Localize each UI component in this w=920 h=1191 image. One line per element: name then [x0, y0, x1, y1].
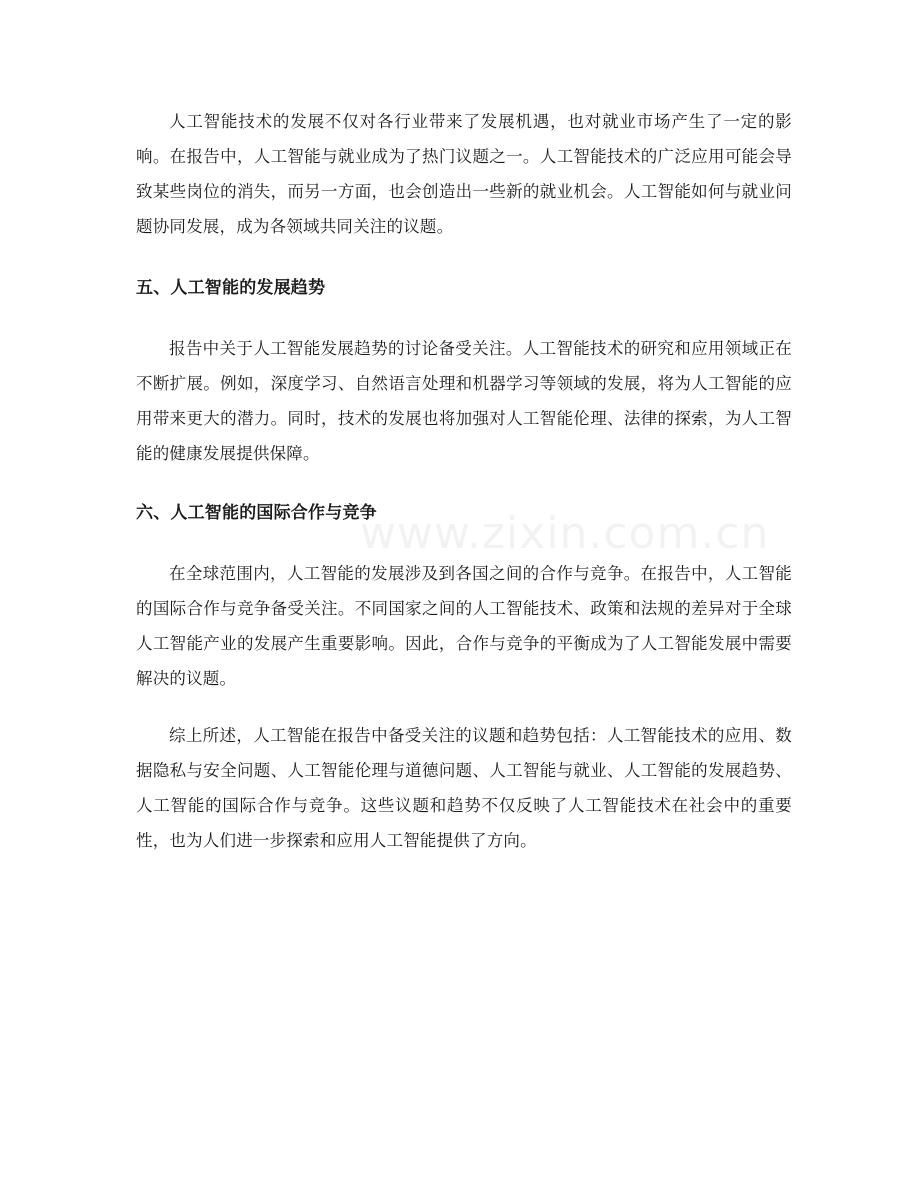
- section-heading-international: 六、人工智能的国际合作与竞争: [136, 503, 377, 523]
- section-heading-trends: 五、人工智能的发展趋势: [136, 278, 326, 298]
- paragraph-employment: 人工智能技术的发展不仅对各行业带来了发展机遇，也对就业市场产生了一定的影响。在报告中，人工智能与就业成为了热门议题之一。人工智能技术的广泛应用可能会导致某些岗位的消失，而另一方面，也会创造出一些新的就业机会。人工智能如何与就业问题协同发展，成为各领域共同关注的议题。: [136, 112, 792, 236]
- paragraph-international: 在全球范围内，人工智能的发展涉及到各国之间的合作与竞争。在报告中，人工智能的国际合作与竞争备受关注。不同国家之间的人工智能技术、政策和法规的差异对于全球人工智能产业的发展产生重要影响。因此，合作与竞争的平衡成为了人工智能发展中需要解决的议题。: [136, 564, 792, 688]
- paragraph-summary: 综上所述，人工智能在报告中备受关注的议题和趋势包括：人工智能技术的应用、数据隐私与安全问题、人工智能伦理与道德问题、人工智能与就业、人工智能的发展趋势、人工智能的国际合作与竞争。这些议题和趋势不仅反映了人工智能技术在社会中的重要性，也为人们进一步探索和应用人工智能提供了方向。: [136, 726, 792, 850]
- watermark: www.zixin.com.cn: [360, 508, 770, 559]
- paragraph-trends: 报告中关于人工智能发展趋势的讨论备受关注。人工智能技术的研究和应用领域正在不断扩展。例如，深度学习、自然语言处理和机器学习等领域的发展，将为人工智能的应用带来更大的潜力。同时，技术的发展也将加强对人工智能伦理、法律的探索，为人工智能的健康发展提供保障。: [136, 339, 792, 463]
